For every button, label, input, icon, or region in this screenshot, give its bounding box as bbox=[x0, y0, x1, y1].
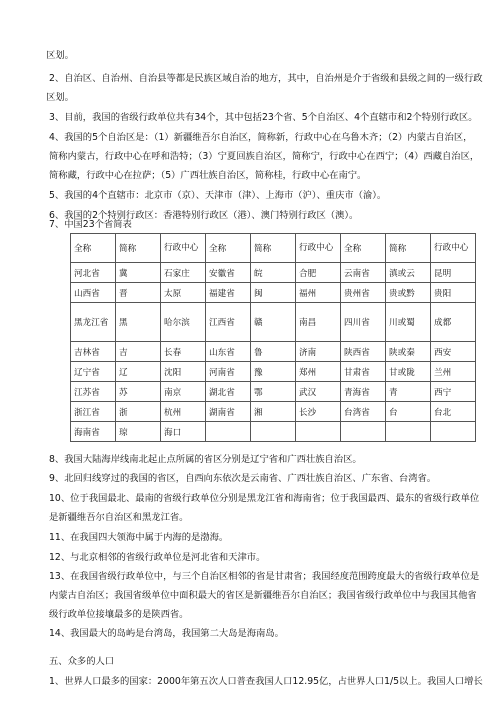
table-cell bbox=[296, 422, 341, 442]
table-cell: 海南省 bbox=[71, 422, 116, 442]
header-cell: 全称 bbox=[71, 234, 116, 263]
header-cell: 全称 bbox=[341, 234, 386, 263]
table-cell: 江苏省 bbox=[71, 382, 116, 402]
table-cell: 哈尔滨 bbox=[161, 303, 206, 342]
table-cell: 台 bbox=[386, 402, 431, 422]
table-cell: 闽 bbox=[251, 283, 296, 303]
table-cell: 河南省 bbox=[206, 362, 251, 382]
table-cell: 贵阳 bbox=[431, 283, 476, 303]
table-cell: 昆明 bbox=[431, 263, 476, 283]
table-row bbox=[71, 402, 476, 422]
text-line: 5、我国的4个直辖市：北京市（京）、天津市（津）、上海市（沪）、重庆市（渝）。 bbox=[49, 190, 387, 201]
table-cell: 合肥 bbox=[296, 263, 341, 283]
table-cell: 湖南省 bbox=[206, 402, 251, 422]
table-cell: 湘 bbox=[251, 402, 296, 422]
section-title: 五、众多的人口 bbox=[49, 656, 115, 667]
table-row bbox=[71, 283, 476, 303]
table-cell: 福州 bbox=[296, 283, 341, 303]
table-cell: 河北省 bbox=[71, 263, 116, 283]
table-cell: 福建省 bbox=[206, 283, 251, 303]
header-cell: 行政中心 bbox=[161, 234, 206, 263]
table-cell: 鲁 bbox=[251, 342, 296, 362]
table-cell: 石家庄 bbox=[161, 263, 206, 283]
table-cell: 云南省 bbox=[341, 263, 386, 283]
table-cell: 南昌 bbox=[296, 303, 341, 342]
table-cell: 杭州 bbox=[161, 402, 206, 422]
table-cell: 浙江省 bbox=[71, 402, 116, 422]
text-line: 6、我国的2个特别行政区：香港特别行政区（港）、澳门特别行政区（澳）。 bbox=[49, 210, 359, 221]
text-line: 11、在我国四大领海中属于内海的是渤海。 bbox=[49, 532, 229, 543]
header-cell: 简称 bbox=[116, 234, 161, 263]
table-cell: 山西省 bbox=[71, 283, 116, 303]
table-cell bbox=[386, 422, 431, 442]
table-cell: 冀 bbox=[116, 263, 161, 283]
text-line: 1、世界人口最多的国家：2000年第五次人口普查我国人口12.95亿，占世界人口1/5以上。我国人口增长 bbox=[49, 676, 483, 687]
table-cell: 沈阳 bbox=[161, 362, 206, 382]
header-cell: 简称 bbox=[386, 234, 431, 263]
text-line: 2、自治区、自治州、自治县等都是民族区域自治的地方，其中，自治州是介于省级和县级之间的一级行政 bbox=[49, 73, 483, 84]
table-cell: 黑 bbox=[116, 303, 161, 342]
header-cell: 行政中心 bbox=[296, 234, 341, 263]
table-cell bbox=[431, 422, 476, 442]
table-row bbox=[71, 342, 476, 362]
text-line: 内蒙古自治区；我国省级单位中面积最大的省区是新疆维吾尔自治区；我国省级行政单位中与我国其他省 bbox=[49, 590, 477, 601]
table-cell: 青 bbox=[386, 382, 431, 402]
table-cell: 晋 bbox=[116, 283, 161, 303]
table-cell bbox=[251, 422, 296, 442]
table-cell: 太原 bbox=[161, 283, 206, 303]
table-cell: 皖 bbox=[251, 263, 296, 283]
text-line: 10、位于我国最北、最南的省级行政单位分别是黑龙江省和海南省；位于我国最西、最东的省级行政单位 bbox=[49, 493, 480, 504]
table-cell: 辽宁省 bbox=[71, 362, 116, 382]
header-cell: 全称 bbox=[206, 234, 251, 263]
table-cell: 台北 bbox=[431, 402, 476, 422]
table-caption: 7、中国23个省简表 bbox=[49, 219, 132, 230]
table-row bbox=[71, 362, 476, 382]
table-cell: 辽 bbox=[116, 362, 161, 382]
table-cell: 青海省 bbox=[341, 382, 386, 402]
table-header-row bbox=[71, 234, 476, 263]
table-cell: 成都 bbox=[431, 303, 476, 342]
table-cell: 甘或陇 bbox=[386, 362, 431, 382]
table-cell: 琼 bbox=[116, 422, 161, 442]
text-line: 3、目前，我国的省级行政单位共有34个，其中包括23个省、5个自治区、4个直辖市和2个特别行政区。 bbox=[49, 112, 478, 123]
text-line: 9、北回归线穿过的我国的省区，自西向东依次是云南省、广西壮族自治区、广东省、台湾省。 bbox=[49, 473, 437, 484]
text-line: 级行政单位接壤最多的是陕西省。 bbox=[49, 609, 189, 620]
table-cell: 安徽省 bbox=[206, 263, 251, 283]
table-cell: 西安 bbox=[431, 342, 476, 362]
table-cell: 济南 bbox=[296, 342, 341, 362]
table-cell: 贵或黔 bbox=[386, 283, 431, 303]
header-cell: 行政中心 bbox=[431, 234, 476, 263]
table-cell: 山东省 bbox=[206, 342, 251, 362]
header-cell: 简称 bbox=[251, 234, 296, 263]
text-line: 13、在我国省级行政单位中，与三个自治区相邻的省是甘肃省；我国经度范围跨度最大的省级行政单位是 bbox=[49, 571, 480, 582]
table-cell: 四川省 bbox=[341, 303, 386, 342]
text-line: 区划。 bbox=[46, 50, 74, 61]
table-cell: 鄂 bbox=[251, 382, 296, 402]
table-cell: 川或蜀 bbox=[386, 303, 431, 342]
text-line: 12、与北京相邻的省级行政单位是河北省和天津市。 bbox=[49, 552, 266, 563]
table-cell: 江西省 bbox=[206, 303, 251, 342]
table-cell: 赣 bbox=[251, 303, 296, 342]
table-cell: 浙 bbox=[116, 402, 161, 422]
table-cell: 吉 bbox=[116, 342, 161, 362]
table-cell: 海口 bbox=[161, 422, 206, 442]
text-line: 是新疆维吾尔自治区和黑龙江省。 bbox=[49, 512, 189, 523]
table-cell: 郑州 bbox=[296, 362, 341, 382]
table-cell bbox=[341, 422, 386, 442]
table-cell: 陕西省 bbox=[341, 342, 386, 362]
text-line: 区划。 bbox=[46, 92, 74, 103]
text-line: 8、我国大陆海岸线南北起止点所属的省区分别是辽宁省和广西壮族自治区。 bbox=[49, 454, 362, 465]
table-cell: 黑龙江省 bbox=[71, 303, 116, 342]
table-cell: 长沙 bbox=[296, 402, 341, 422]
table-cell: 滇或云 bbox=[386, 263, 431, 283]
table-row bbox=[71, 382, 476, 402]
table-cell bbox=[206, 422, 251, 442]
table-cell: 贵州省 bbox=[341, 283, 386, 303]
table-cell: 苏 bbox=[116, 382, 161, 402]
table-cell: 甘肃省 bbox=[341, 362, 386, 382]
table-row bbox=[71, 422, 476, 442]
text-line: 简称内蒙古，行政中心在呼和浩特；（3）宁夏回族自治区，简称宁，行政中心在西宁；（4）西藏自治区， bbox=[49, 151, 480, 162]
table-cell: 陕或秦 bbox=[386, 342, 431, 362]
text-line: 简称藏，行政中心在拉萨；（5）广西壮族自治区，简称桂，行政中心在南宁。 bbox=[49, 170, 367, 181]
table-cell: 南京 bbox=[161, 382, 206, 402]
text-line: 4、我国的5个自治区是：（1）新疆维吾尔自治区，简称新，行政中心在乌鲁木齐；（2）内蒙古自治区， bbox=[49, 132, 473, 143]
province-table bbox=[70, 233, 476, 442]
table-cell: 台湾省 bbox=[341, 402, 386, 422]
table-cell: 西宁 bbox=[431, 382, 476, 402]
table-cell: 武汉 bbox=[296, 382, 341, 402]
table-row bbox=[71, 303, 476, 342]
table-cell: 吉林省 bbox=[71, 342, 116, 362]
table-cell: 长春 bbox=[161, 342, 206, 362]
table-cell: 兰州 bbox=[431, 362, 476, 382]
table-row bbox=[71, 263, 476, 283]
table-cell: 豫 bbox=[251, 362, 296, 382]
table-cell: 湖北省 bbox=[206, 382, 251, 402]
text-line: 14、我国最大的岛屿是台湾岛，我国第二大岛是海南岛。 bbox=[49, 628, 284, 639]
